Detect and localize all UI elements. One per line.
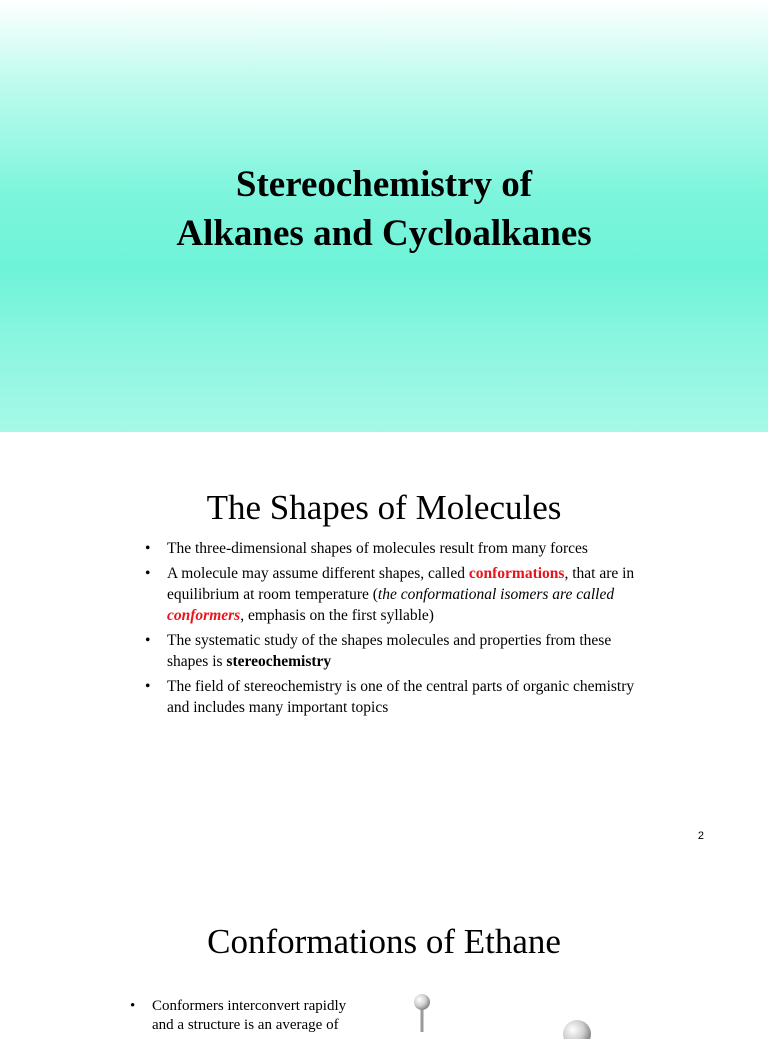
- page-number: 2: [697, 830, 704, 842]
- bullet-dot-icon: •: [145, 632, 151, 649]
- bullet-dot-icon: •: [145, 565, 151, 582]
- bullet-dot-icon: •: [145, 678, 151, 695]
- bullet-text: The systematic study of the shapes molecules and properties from these shapes is: [167, 632, 612, 670]
- highlight-term: conformations: [468, 565, 565, 582]
- slide-title-line-2: Alkanes and Cycloalkanes: [176, 213, 592, 254]
- bullet-item: [145, 538, 645, 559]
- bullet-list: [145, 538, 645, 722]
- bullet-text: , that are in equilibrium at room temperature (: [167, 565, 635, 603]
- title-slide: [0, 0, 768, 432]
- bullet-dot-icon: •: [130, 998, 136, 1014]
- bullet-dot-icon: •: [145, 540, 151, 557]
- bullet-item: [145, 676, 645, 718]
- bullet-text: The field of stereochemistry is one of the central parts of organic chemistry and includes many important topics: [167, 678, 635, 716]
- slide-heading: The Shapes of Molecules: [206, 488, 562, 527]
- bullet-item: [145, 563, 645, 626]
- bullet-text: Conformers interconvert rapidly and a structure is an average of: [152, 998, 347, 1033]
- bullet-item: [130, 997, 370, 1035]
- slide-title: [0, 160, 768, 258]
- bullet-text: , emphasis on the first syllable): [240, 607, 434, 624]
- carbon-atom: [563, 1020, 591, 1039]
- italic-phrase: the conformational isomers are called: [377, 586, 615, 603]
- shapes-of-molecules-slide: [0, 432, 768, 864]
- hydrogen-atom: [414, 994, 430, 1010]
- slide-heading: Conformations of Ethane: [207, 922, 561, 961]
- conformations-of-ethane-slide: [0, 864, 768, 1033]
- ethane-molecule-model-icon: [405, 992, 605, 1032]
- bullet-text: A molecule may assume different shapes, called: [167, 565, 469, 582]
- slide-title-line-1: Stereochemistry of: [235, 164, 533, 205]
- bullet-item: [145, 630, 645, 672]
- bullet-text: The three-dimensional shapes of molecules result from many forces: [167, 540, 588, 557]
- highlight-term: conformers: [167, 607, 241, 624]
- bold-term: stereochemistry: [226, 653, 332, 670]
- bullet-list: [130, 997, 370, 1039]
